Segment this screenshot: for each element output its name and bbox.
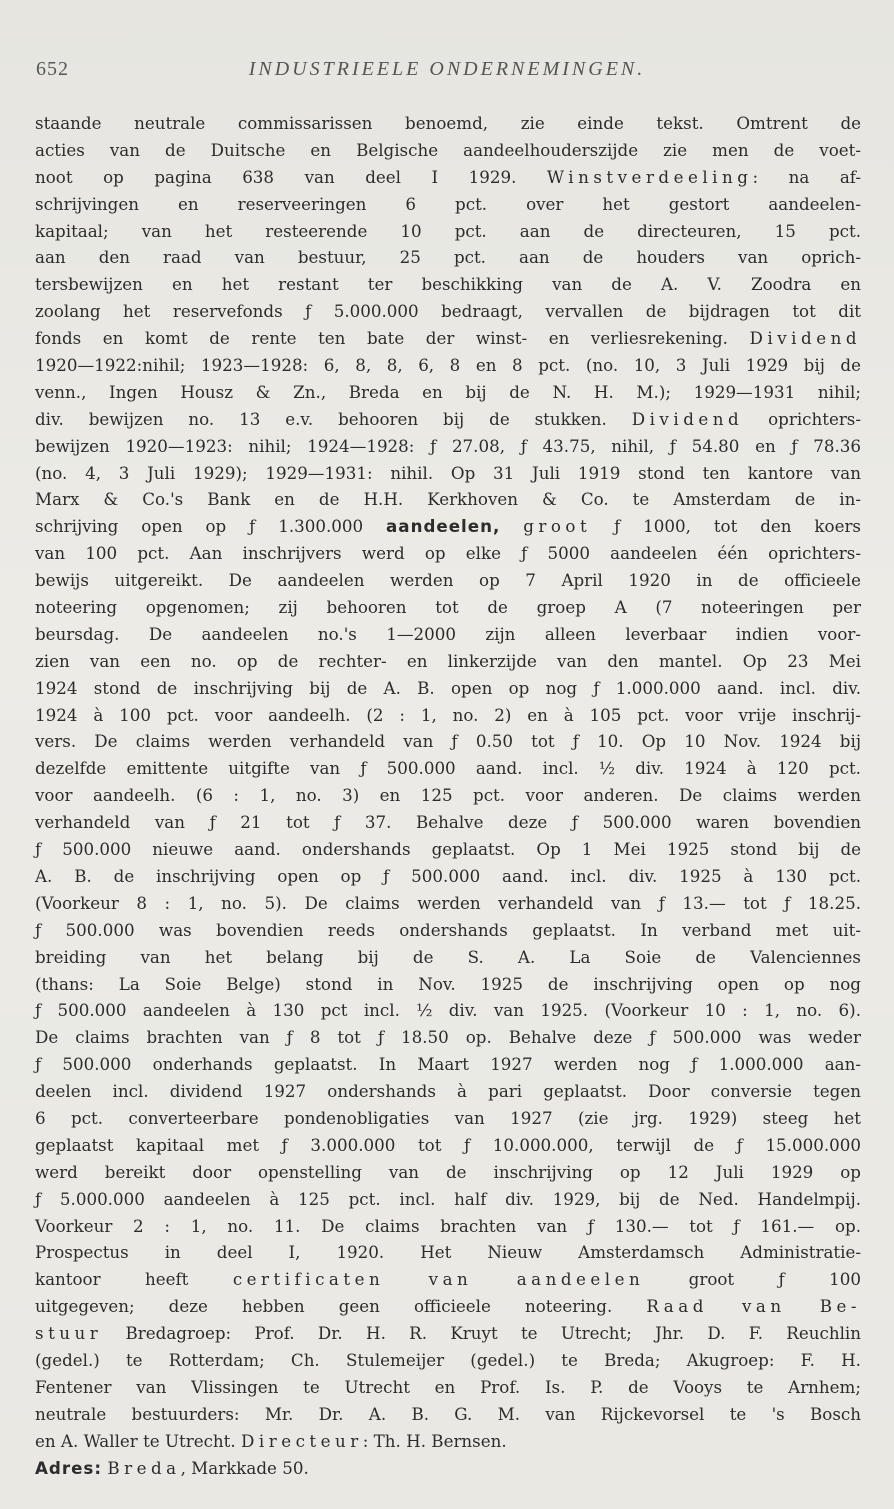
text-run: neutrale bestuurders: Mr. Dr. A. B. G. M. van Rijckevorsel te 's Bosch [35,1403,861,1424]
text-line [35,244,861,271]
text-run: noteering opgenomen; zij behooren tot de groep A (7 noteeringen per [35,597,861,618]
text-line [35,1347,861,1374]
text-line [35,702,861,729]
text-line [35,271,861,298]
text-run [384,1269,428,1289]
text-run: bewijs uitgereikt. De aandeelen werden op 7 April 1920 in de officieele [35,570,861,591]
text-line [35,191,861,218]
text-run: oprichters- [743,408,862,429]
text-line [35,433,861,460]
text-line [35,164,861,191]
page-header [36,58,858,88]
text-line [35,944,861,971]
text-run: A. B. de inschrijving open op ƒ 500.000 aand. incl. div. 1925 à 130 pct. [35,865,861,886]
text-line [35,594,861,621]
spaced-term: aandeelen [516,1269,645,1290]
spaced-term: van [428,1269,473,1290]
text-run: breiding van het belang bij de S. A. La Soie de Valenciennes [35,946,861,967]
text-run: werd bereikt door openstelling van de inschrijving op 12 Juli 1929 op [35,1161,861,1182]
text-line [35,675,861,702]
text-line [35,1239,861,1266]
spaced-term: Winstverdeeling [546,166,753,187]
spaced-term: Raad [646,1296,708,1317]
text-line [35,352,861,379]
text-line [35,890,861,917]
text-run: beursdag. De aandeelen no.'s 1—2000 zijn alleen leverbaar indien voor- [35,623,861,644]
text-run: staande neutrale commissarissen benoemd, zie einde tekst. Omtrent de [35,113,861,133]
spaced-term: stuur [35,1323,103,1344]
text-line [35,567,861,594]
text-run: en A. Waller te Utrecht. [35,1430,241,1451]
text-line [35,1213,861,1240]
text-line [35,1024,861,1051]
spaced-term: Dividend [631,408,744,429]
text-line [35,486,861,513]
text-run: Bredagroep: Prof. Dr. H. R. Kruyt te Utrecht; Jhr. D. F. Reuchlin [102,1323,861,1344]
text-line [35,110,861,137]
text-run: van 100 pct. Aan inschrijvers werd op elke ƒ 5000 aandeelen één oprichters- [35,543,861,564]
text-line [35,621,861,648]
text-run: : Th. H. Bernsen. [362,1430,507,1451]
text-run: (Voorkeur 8 : 1, no. 5). De claims werden verhandeld van ƒ 13.— tot ƒ 18.25. [35,892,861,913]
text-line [35,513,861,540]
text-line [35,1105,861,1132]
text-line [35,379,861,406]
text-run: tersbewijzen en het restant ter beschikking van de A. V. Zoodra en [35,274,861,295]
text-run: , Markkade 50. [180,1457,309,1478]
spaced-term: van [742,1296,786,1317]
spaced-term: groot [523,516,592,537]
text-run: uitgegeven; deze hebben geen officieele noteering. [35,1296,647,1317]
text-run: Marx & Co.'s Bank en de H.H. Kerkhoven & Co. te Amsterdam de in- [35,489,861,510]
text-run [472,1269,516,1289]
text-run: 1924 à 100 pct. voor aandeelh. (2 : 1, no. 2) en à 105 pct. voor vrije inschrij- [35,704,861,725]
text-run: kantoor heeft [35,1269,233,1290]
text-run: ƒ 500.000 was bovendien reeds ondershands geplaatst. In verband met uit- [35,919,861,940]
text-run: (thans: La Soie Belge) stond in Nov. 1925 de inschrijving open op nog [35,973,861,994]
text-line [35,809,861,836]
text-line [35,406,861,433]
text-run: (no. 4, 3 Juli 1929); 1929—1931: nihil. Op 31 Juli 1919 stond ten kantore van [35,462,861,483]
text-run: De claims brachten van ƒ 8 tot ƒ 18.50 op. Behalve deze ƒ 500.000 was weder [35,1027,861,1048]
text-line [35,1293,861,1320]
spaced-term: Dividend [749,328,861,349]
text-line [35,917,861,944]
text-run: schrijvingen en reserveeringen 6 pct. over het gestort aandeelen- [35,193,861,214]
text-run: fonds en komt de rente ten bate der winst- en verliesrekening. [35,328,750,349]
text-line [35,782,861,809]
text-line [35,1266,861,1293]
text-line [35,1320,861,1347]
text-line [35,648,861,675]
text-line [35,997,861,1024]
text-run: venn., Ingen Housz & Zn., Breda en bij de N. H. M.); 1929—1931 nihil; [35,381,861,402]
text-run: (gedel.) te Rotterdam; Ch. Stulemeijer (gedel.) te Breda; Akugroep: F. H. [35,1349,861,1370]
spaced-term: Breda [107,1457,181,1478]
text-run: vers. De claims werden verhandeld van ƒ 0.50 tot ƒ 10. Op 10 Nov. 1924 bij [35,731,861,752]
text-run: 6 pct. converteerbare pondenobligaties van 1927 (zie jrg. 1929) steeg het [35,1107,861,1128]
text-line [35,1401,861,1428]
text-run [708,1296,742,1316]
text-line [35,1159,861,1186]
text-run: ƒ 1000, tot den koers [591,516,861,537]
spaced-term: certificaten [232,1269,385,1290]
body-text [35,110,861,1481]
text-run: div. bewijzen no. 13 e.v. behooren bij de stukken. [35,408,632,429]
text-run: voor aandeelh. (6 : 1, no. 3) en 125 pct. voor anderen. De claims werden [35,785,861,806]
text-line [35,1078,861,1105]
running-title: INDUSTRIEELE ONDERNEMINGEN. [248,58,646,80]
text-line [35,1051,861,1078]
text-run: zoolang het reservefonds ƒ 5.000.000 bedraagt, vervallen de bijdragen tot dit [35,301,861,322]
text-line [35,137,861,164]
spaced-term: Be- [819,1296,862,1317]
bold-term: Adres: [35,1457,103,1478]
text-line [35,298,861,325]
text-run: aan den raad van bestuur, 25 pct. aan de houders van oprich- [35,247,861,268]
page-number: 652 [36,58,69,80]
text-run: schrijving open op ƒ 1.300.000 [35,516,387,537]
text-run: kapitaal; van het resteerende 10 pct. aan de directeuren, 15 pct. [35,220,861,241]
text-line [35,728,861,755]
text-run: geplaatst kapitaal met ƒ 3.000.000 tot ƒ 10.000.000, terwijl de ƒ 15.000.000 [35,1134,861,1155]
text-run: bewijzen 1920—1923: nihil; 1924—1928: ƒ 27.08, ƒ 43.75, nihil, ƒ 54.80 en ƒ 78.36 [35,435,861,456]
text-run: dezelfde emittente uitgifte van ƒ 500.000 aand. incl. ½ div. 1924 à 120 pct. [35,758,861,779]
text-line [35,863,861,890]
text-line [35,1374,861,1401]
text-run: deelen incl. dividend 1927 ondershands à pari geplaatst. Door conversie tegen [35,1081,861,1102]
text-run: 1924 stond de inschrijving bij de A. B. open op nog ƒ 1.000.000 aand. incl. div. [35,677,861,698]
text-run: verhandeld van ƒ 21 tot ƒ 37. Behalve deze ƒ 500.000 waren bovendien [35,812,861,833]
text-run: ƒ 500.000 aandeelen à 130 pct incl. ½ div. van 1925. (Voorkeur 10 : 1, no. 6). [35,1000,861,1021]
text-line [35,755,861,782]
text-run: Fentener van Vlissingen te Utrecht en Prof. Is. P. de Vooys te Arnhem; [35,1376,861,1397]
text-run: 1920—1922:nihil; 1923—1928: 6, 8, 8, 6, 8 en 8 pct. (no. 10, 3 Juli 1929 bij de [35,355,861,376]
text-run: noot op pagina 638 van deel I 1929. [35,166,547,187]
text-run: Prospectus in deel I, 1920. Het Nieuw Amsterdamsch Administratie- [35,1242,861,1263]
text-run [500,516,523,536]
text-line [35,218,861,245]
text-run: Voorkeur 2 : 1, no. 11. De claims brachten van ƒ 130.— tot ƒ 161.— op. [35,1215,861,1236]
text-line [35,1186,861,1213]
text-run [786,1296,820,1316]
text-line [35,1428,861,1455]
text-line [35,836,861,863]
text-run: groot ƒ 100 [644,1269,862,1290]
text-run: ƒ 500.000 onderhands geplaatst. In Maart 1927 werden nog ƒ 1.000.000 aan- [35,1054,861,1075]
text-line [35,325,861,352]
text-line [35,540,861,567]
text-run: ƒ 5.000.000 aandeelen à 125 pct. incl. half div. 1929, bij de Ned. Handelmpij. [35,1188,861,1209]
bold-term: aandeelen, [386,516,501,537]
text-line [35,460,861,487]
text-line [35,1132,861,1159]
text-run: zien van een no. op de rechter- en linkerzijde van den mantel. Op 23 Mei [35,650,861,671]
spaced-term: Directeur [241,1430,363,1451]
text-line [35,1455,861,1482]
text-run: ƒ 500.000 nieuwe aand. ondershands geplaatst. Op 1 Mei 1925 stond bij de [35,839,861,860]
text-run: acties van de Duitsche en Belgische aandeelhouderszijde zie men de voet- [35,139,861,160]
text-line [35,971,861,998]
text-run: : na af- [752,166,861,187]
